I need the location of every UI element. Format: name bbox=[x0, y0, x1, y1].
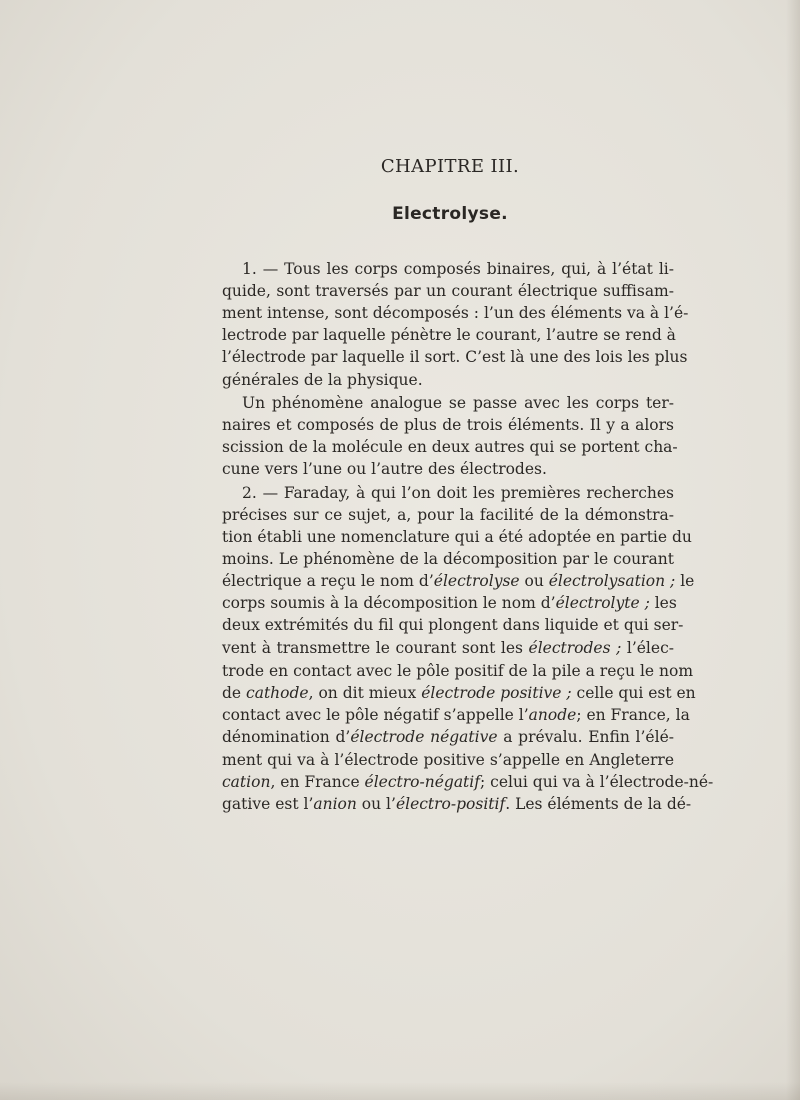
text-segment: celle qui est en bbox=[571, 684, 696, 702]
text-segment: a prévalu. Enfin l’élé- bbox=[497, 728, 674, 746]
text-line bbox=[222, 346, 688, 368]
text-line bbox=[222, 258, 674, 280]
text-line bbox=[222, 570, 695, 592]
text-line bbox=[222, 392, 674, 414]
text-segment: tion établi une nomenclature qui a été adoptée en partie du bbox=[222, 528, 692, 546]
text-segment: Un phénomène analogue se passe avec les corps ter- bbox=[242, 394, 674, 412]
chapter-heading: CHAPITRE III. bbox=[380, 156, 520, 177]
italic-term: électrolyte ; bbox=[555, 594, 650, 612]
text-segment: lectrode par laquelle pénètre le courant, l’autre se rend à bbox=[222, 326, 676, 344]
text-segment: ment qui va à l’électrode positive s’appelle en Angleterre bbox=[222, 751, 674, 769]
text-segment: vent à transmettre le courant sont les bbox=[222, 639, 529, 657]
text-segment: deux extrémités du fil qui plongent dans liquide et qui ser- bbox=[222, 616, 684, 634]
text-line bbox=[222, 369, 674, 391]
text-segment: précises sur ce sujet, a, pour la facilité de la démonstra- bbox=[222, 506, 674, 524]
text-segment: ou l’ bbox=[356, 795, 396, 813]
text-segment: scission de la molécule en deux autres qui se portent cha- bbox=[222, 438, 678, 456]
text-line bbox=[222, 660, 694, 682]
text-segment: cune vers l’une ou l’autre des électrodes. bbox=[222, 460, 547, 478]
text-segment: , on dit mieux bbox=[308, 684, 422, 702]
text-segment: dénomination d’ bbox=[222, 728, 351, 746]
text-segment: moins. Le phénomène de la décomposition par le courant bbox=[222, 550, 674, 568]
text-segment: quide, sont traversés par un courant électrique suffisam- bbox=[222, 282, 674, 300]
text-line bbox=[222, 793, 692, 815]
italic-term: électrolyse bbox=[433, 572, 520, 590]
text-line bbox=[222, 704, 690, 726]
italic-term: électrode positive ; bbox=[421, 684, 572, 702]
text-line bbox=[222, 548, 674, 570]
text-segment: . Les éléments de la dé- bbox=[505, 795, 692, 813]
italic-term: cathode bbox=[246, 684, 309, 702]
italic-term: anode bbox=[528, 706, 577, 724]
text-line bbox=[222, 482, 674, 504]
text-segment: , en France bbox=[270, 773, 365, 791]
text-line bbox=[222, 749, 674, 771]
text-segment: trode en contact avec le pôle positif de la pile a reçu le nom bbox=[222, 662, 694, 680]
text-segment: l’électrode par laquelle il sort. C’est là une des lois les plus bbox=[222, 348, 688, 366]
text-segment: 2. — Faraday, à qui l’on doit les premières recherches bbox=[242, 484, 674, 502]
text-segment: les bbox=[649, 594, 677, 612]
text-segment: de bbox=[222, 684, 247, 702]
text-segment: gative est l’ bbox=[222, 795, 314, 813]
italic-term: cation bbox=[222, 773, 271, 791]
text-line bbox=[222, 458, 674, 480]
text-segment: le bbox=[675, 572, 695, 590]
section-title: Electrolyse. bbox=[392, 204, 508, 224]
text-line bbox=[222, 280, 674, 302]
italic-term: électro-négatif bbox=[364, 773, 480, 791]
text-line bbox=[222, 592, 677, 614]
text-segment: contact avec le pôle négatif s’appelle l’ bbox=[222, 706, 529, 724]
text-segment: corps soumis à la décomposition le nom d’ bbox=[222, 594, 556, 612]
text-line bbox=[222, 504, 674, 526]
text-segment: ; celui qui va à l’électrode-né- bbox=[479, 773, 714, 791]
text-line bbox=[222, 436, 678, 458]
text-segment: ment intense, sont décomposés : l’un des éléments va à l’é- bbox=[222, 304, 689, 322]
italic-term: anion bbox=[313, 795, 357, 813]
text-segment: ou bbox=[519, 572, 549, 590]
text-segment: électrique a reçu le nom d’ bbox=[222, 572, 434, 590]
italic-term: électro-positif bbox=[395, 795, 506, 813]
text-line bbox=[222, 324, 674, 346]
text-line bbox=[222, 302, 689, 324]
text-segment: générales de la physique. bbox=[222, 371, 423, 389]
text-line bbox=[222, 637, 674, 659]
page-bottom-shadow bbox=[0, 1082, 800, 1100]
text-segment: l’élec- bbox=[621, 639, 674, 657]
italic-term: électrode négative bbox=[350, 728, 498, 746]
text-line bbox=[222, 614, 684, 636]
text-segment: 1. — Tous les corps composés binaires, qui, à l’état li- bbox=[242, 260, 674, 278]
italic-term: électrolysation ; bbox=[548, 572, 676, 590]
text-line bbox=[222, 682, 696, 704]
italic-term: électrodes ; bbox=[528, 639, 622, 657]
text-line bbox=[222, 726, 674, 748]
text-line bbox=[222, 771, 714, 793]
text-line bbox=[222, 526, 692, 548]
text-segment: ; en France, la bbox=[576, 706, 690, 724]
text-line bbox=[222, 414, 674, 436]
text-segment: naires et composés de plus de trois éléments. Il y a alors bbox=[222, 416, 674, 434]
